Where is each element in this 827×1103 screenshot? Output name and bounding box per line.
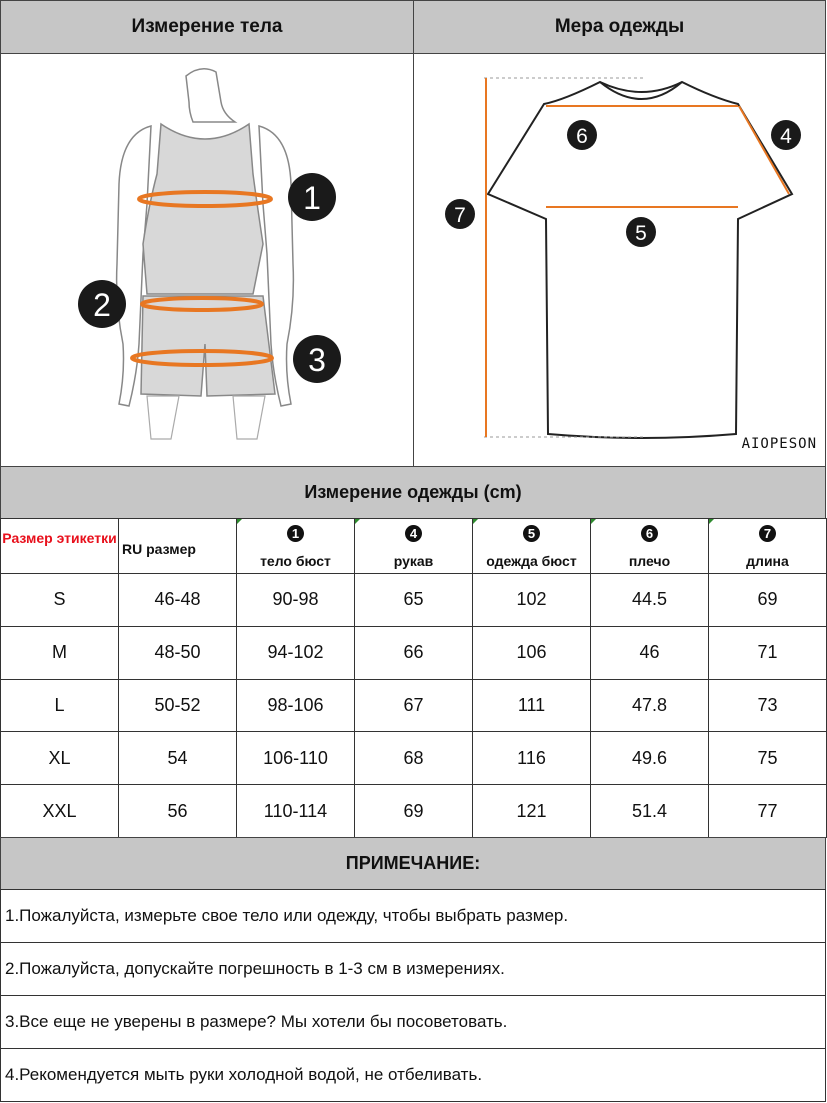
col-header-length <box>709 519 827 574</box>
table-cell: 68 <box>355 732 473 785</box>
note-item <box>0 995 826 1049</box>
note-text: 1.Пожалуйста, измерьте свое тело или одежду, чтобы выбрать размер. <box>5 906 569 925</box>
col-header-sleeve-num: 4 <box>405 525 422 542</box>
col-header-body-bust <box>237 519 355 574</box>
table-cell: 106 <box>473 626 591 679</box>
table-cell: 44.5 <box>591 574 709 627</box>
marker-4-label: 4 <box>780 125 792 148</box>
table-title: Измерение одежды (cm) <box>304 482 522 502</box>
table-cell: 77 <box>709 785 827 838</box>
col-header-label-size <box>1 519 119 574</box>
table-cell: L <box>1 679 119 732</box>
body-figure-illustration <box>1 54 413 466</box>
table-cell: 90-98 <box>237 574 355 627</box>
body-figure-panel <box>0 53 414 467</box>
marker-1-label: 1 <box>303 180 321 216</box>
body-measure-title: Измерение тела <box>131 16 283 37</box>
col-header-sleeve-text: рукав <box>393 553 434 569</box>
col-header-label-size-text: Размер этикетки <box>2 530 117 546</box>
garment-measure-header <box>413 0 826 54</box>
marker-7-label: 7 <box>454 204 466 227</box>
table-cell: 94-102 <box>237 626 355 679</box>
table-cell: 75 <box>709 732 827 785</box>
marker-3-label: 3 <box>308 342 326 378</box>
note-text: 3.Все еще не уверены в размере? Мы хотели бы посоветовать. <box>5 1012 508 1031</box>
table-cell: 48-50 <box>119 626 237 679</box>
table-cell: 110-114 <box>237 785 355 838</box>
table-cell: M <box>1 626 119 679</box>
table-cell: XL <box>1 732 119 785</box>
col-header-body-bust-text: тело бюст <box>260 553 331 569</box>
note-item <box>0 1048 826 1102</box>
table-cell: 47.8 <box>591 679 709 732</box>
table-cell: 46-48 <box>119 574 237 627</box>
marker-5-label: 5 <box>635 222 647 245</box>
table-cell: XXL <box>1 785 119 838</box>
neck-shape <box>186 69 235 122</box>
table-cell: 106-110 <box>237 732 355 785</box>
note-title: ПРИМЕЧАНИЕ: <box>345 853 481 873</box>
table-cell: 111 <box>473 679 591 732</box>
table-cell: 56 <box>119 785 237 838</box>
col-header-shoulder <box>591 519 709 574</box>
table-row <box>1 732 827 785</box>
col-header-sleeve <box>355 519 473 574</box>
garment-figure-panel <box>413 53 826 467</box>
table-row <box>1 574 827 627</box>
table-cell: 66 <box>355 626 473 679</box>
col-header-body-bust-num: 1 <box>287 525 304 542</box>
table-row <box>1 679 827 732</box>
table-cell: 50-52 <box>119 679 237 732</box>
body-measure-header <box>0 0 414 54</box>
right-leg-shape <box>233 396 265 439</box>
marker-2-label: 2 <box>93 287 111 323</box>
table-cell: 102 <box>473 574 591 627</box>
size-table <box>0 518 827 838</box>
tshirt-illustration <box>414 54 825 466</box>
table-header-row <box>1 519 827 574</box>
col-header-garment-bust <box>473 519 591 574</box>
table-cell: 51.4 <box>591 785 709 838</box>
col-header-shoulder-text: плечо <box>628 553 671 569</box>
table-row <box>1 626 827 679</box>
table-cell: 73 <box>709 679 827 732</box>
brand-name: AIOPESON <box>741 436 817 452</box>
table-cell: 49.6 <box>591 732 709 785</box>
col-header-ru-size <box>119 519 237 574</box>
table-title-bar <box>0 466 826 519</box>
note-item <box>0 889 826 943</box>
col-header-garment-bust-num: 5 <box>523 525 540 542</box>
table-row <box>1 785 827 838</box>
note-text: 2.Пожалуйста, допускайте погрешность в 1-3 см в измерениях. <box>5 959 505 978</box>
col-header-length-text: длина <box>746 553 789 569</box>
table-cell: 67 <box>355 679 473 732</box>
col-header-length-num: 7 <box>759 525 776 542</box>
table-cell: 71 <box>709 626 827 679</box>
marker-6-label: 6 <box>576 125 588 148</box>
col-header-ru-size-text: RU размер <box>122 541 196 557</box>
col-header-shoulder-num: 6 <box>641 525 658 542</box>
table-cell: 121 <box>473 785 591 838</box>
table-cell: 116 <box>473 732 591 785</box>
tank-top-shape <box>143 124 263 294</box>
table-cell: 54 <box>119 732 237 785</box>
note-title-bar <box>0 837 826 890</box>
note-text: 4.Рекомендуется мыть руки холодной водой, не отбеливать. <box>5 1065 483 1084</box>
garment-measure-title: Мера одежды <box>554 16 685 37</box>
table-cell: 69 <box>709 574 827 627</box>
table-cell: 46 <box>591 626 709 679</box>
table-cell: 98-106 <box>237 679 355 732</box>
table-cell: 69 <box>355 785 473 838</box>
tshirt-outline <box>488 82 792 438</box>
table-cell: 65 <box>355 574 473 627</box>
note-item <box>0 942 826 996</box>
col-header-garment-bust-text: одежда бюст <box>486 553 577 569</box>
left-leg-shape <box>147 396 179 439</box>
table-cell: S <box>1 574 119 627</box>
